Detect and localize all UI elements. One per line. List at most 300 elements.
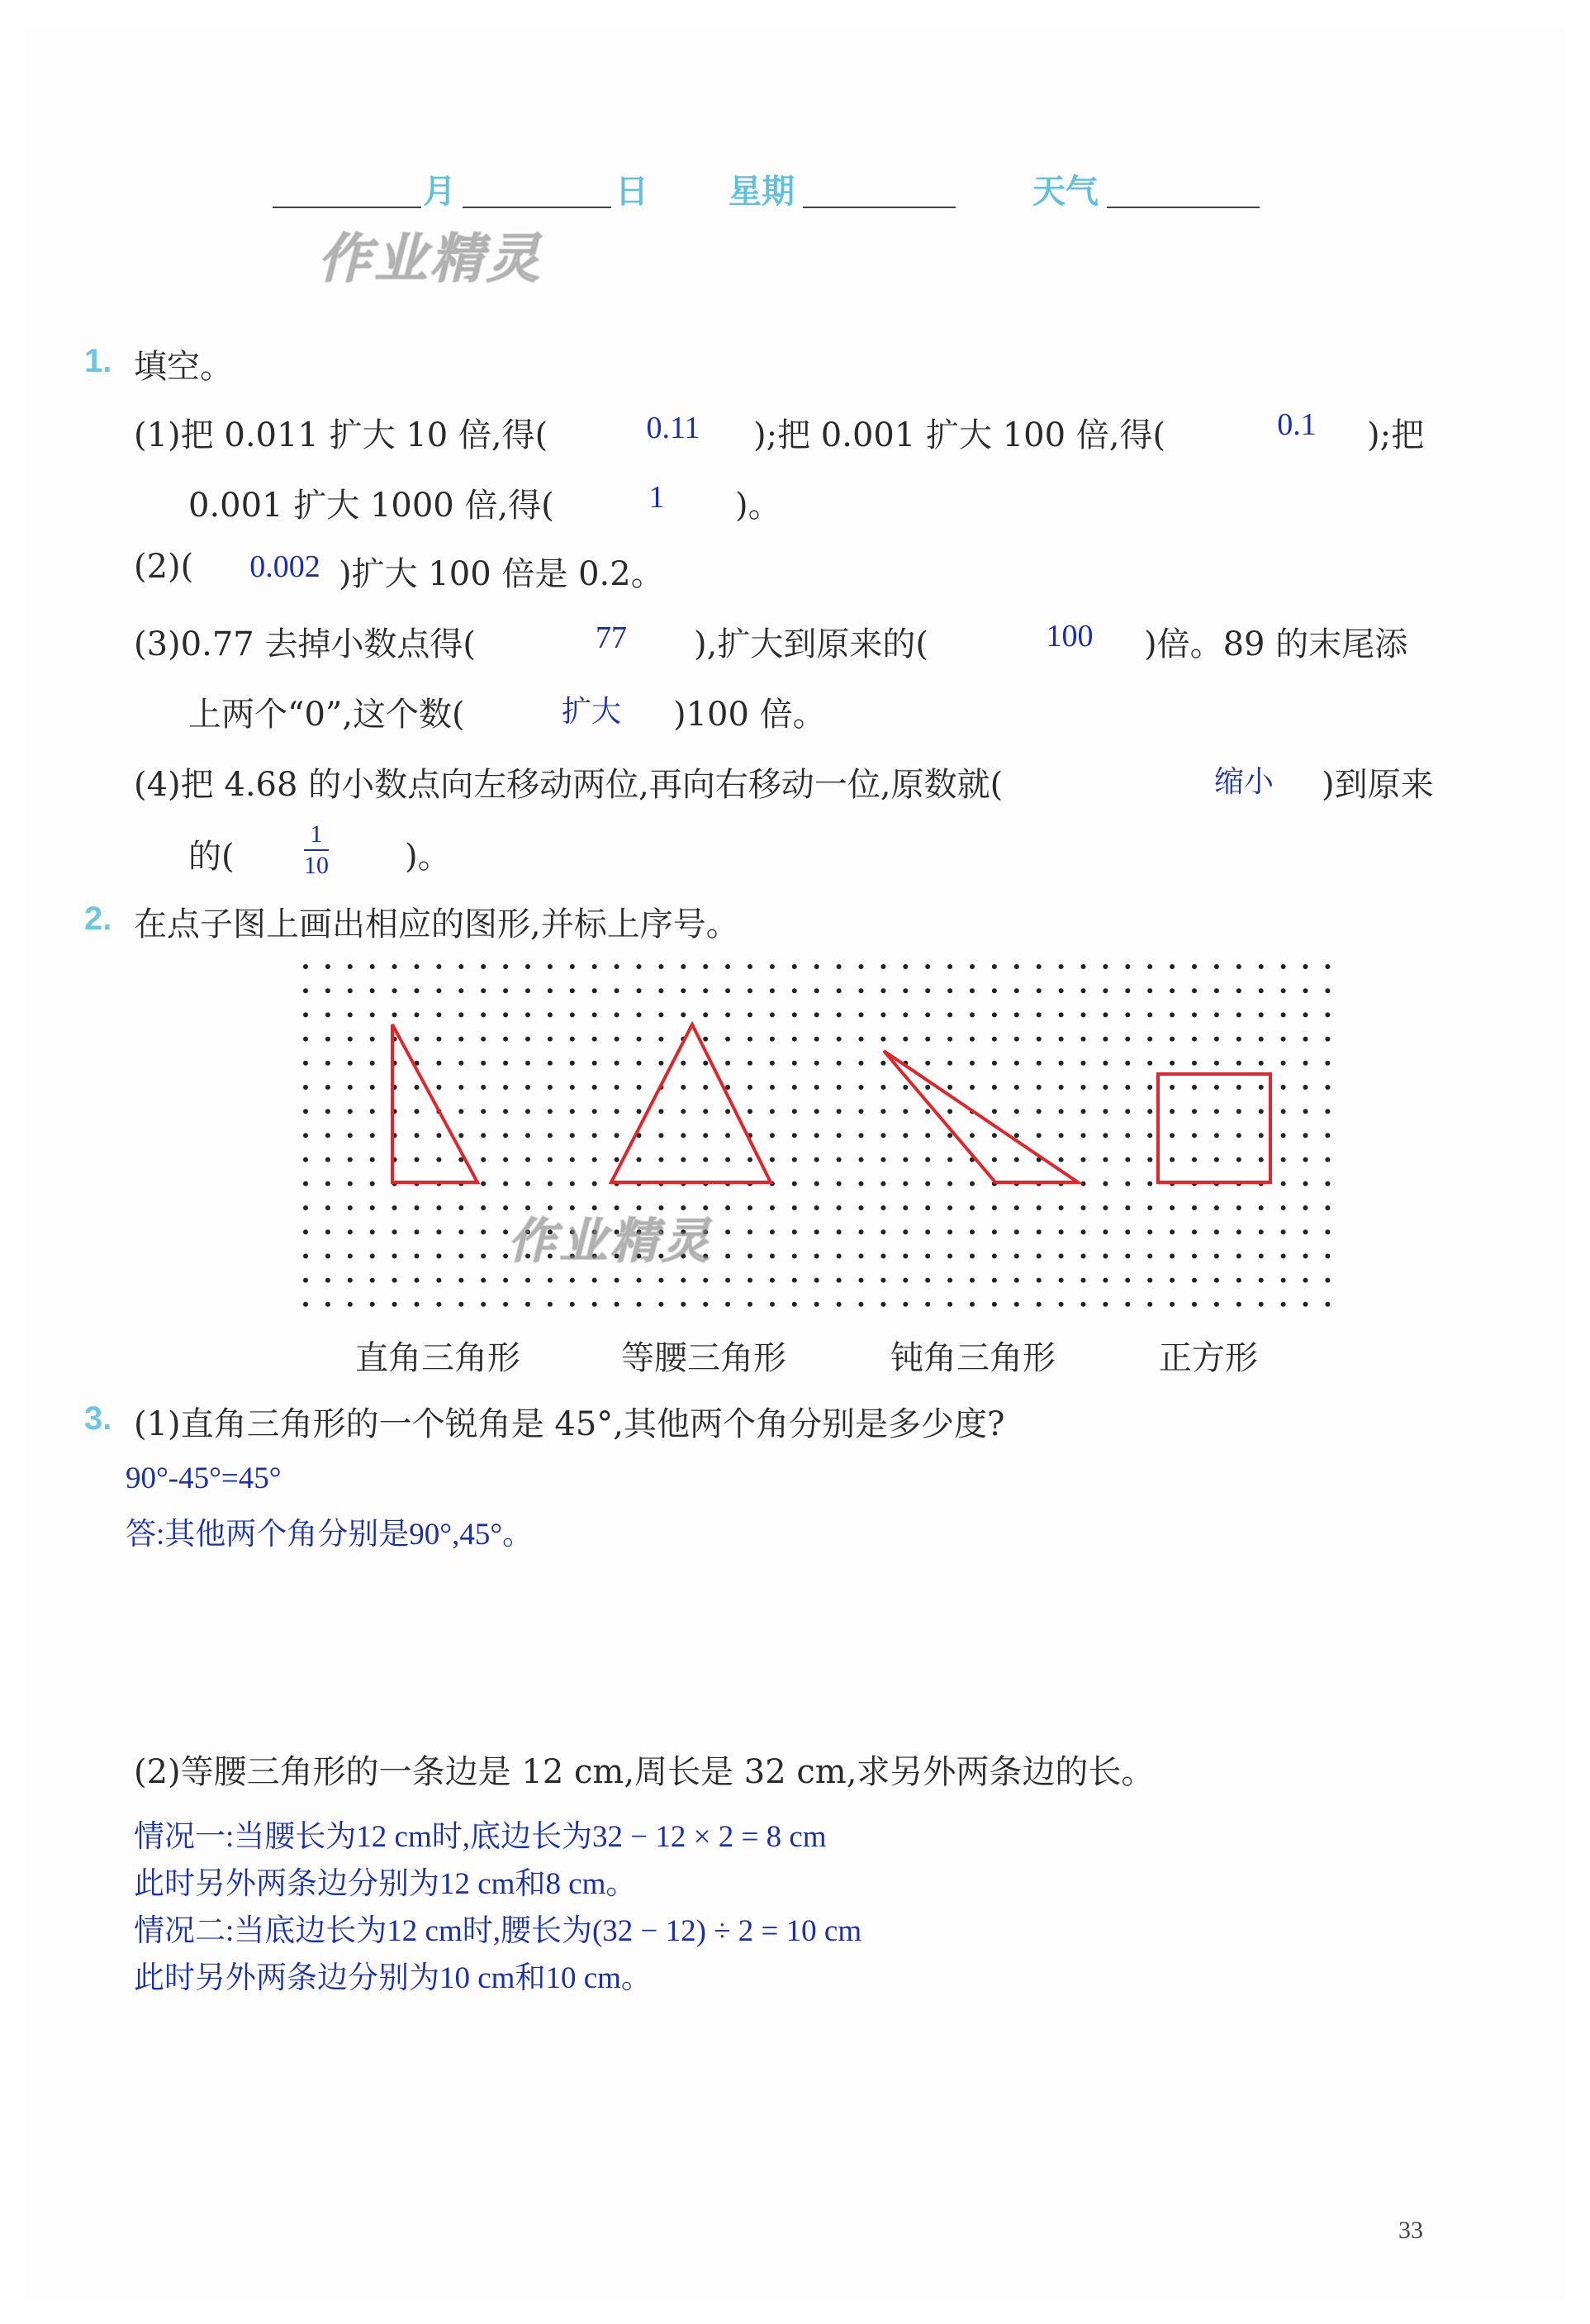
grid-dot <box>1192 1302 1197 1307</box>
grid-dot <box>1303 964 1308 969</box>
grid-dot <box>1214 1012 1219 1017</box>
grid-dot <box>725 1302 730 1307</box>
grid-dot <box>925 988 930 993</box>
grid-dot <box>1236 1229 1241 1234</box>
grid-dot <box>548 1109 553 1114</box>
grid-dot <box>1059 1253 1064 1258</box>
grid-dot <box>592 1133 597 1138</box>
grid-dot <box>458 1085 463 1090</box>
grid-dot <box>1014 1229 1019 1234</box>
grid-dot <box>458 964 463 969</box>
q1-p4-text-b: )到原来 <box>1322 766 1434 804</box>
grid-dot <box>681 1157 686 1162</box>
grid-dot <box>748 1012 752 1017</box>
grid-dot <box>792 1133 797 1138</box>
grid-dot <box>814 1157 819 1162</box>
grid-dot <box>1170 1302 1175 1307</box>
grid-dot <box>481 1278 486 1283</box>
grid-dot <box>859 1181 864 1186</box>
grid-dot <box>1103 1278 1108 1283</box>
grid-dot <box>481 1012 486 1017</box>
grid-dot <box>925 1012 930 1017</box>
grid-dot <box>1259 1302 1264 1307</box>
grid-dot <box>725 1157 730 1162</box>
grid-dot <box>1170 1133 1175 1138</box>
grid-dot <box>770 988 775 993</box>
grid-dot <box>837 964 842 969</box>
grid-dot <box>658 1302 663 1307</box>
grid-dot <box>880 1253 885 1258</box>
grid-dot <box>947 1133 952 1138</box>
grid-dot <box>681 1109 686 1114</box>
grid-dot <box>436 1302 441 1307</box>
grid-dot <box>970 1205 975 1210</box>
q1-p3-text-e: )100 倍。 <box>673 696 826 734</box>
grid-dot <box>348 1012 353 1017</box>
grid-dot <box>748 1278 752 1283</box>
grid-dot <box>792 1278 797 1283</box>
grid-dot <box>859 1085 864 1090</box>
grid-dot <box>570 1157 575 1162</box>
grid-dot <box>370 1205 375 1210</box>
grid-dot <box>1303 1253 1308 1258</box>
grid-dot <box>1281 1085 1286 1090</box>
grid-dot <box>903 1302 908 1307</box>
grid-dot <box>1081 1109 1086 1114</box>
grid-dot <box>303 1109 308 1114</box>
grid-dot <box>947 1157 952 1162</box>
grid-dot <box>303 1278 308 1283</box>
grid-dot <box>837 1229 842 1234</box>
grid-dot <box>570 1133 575 1138</box>
grid-dot <box>837 1012 842 1017</box>
q1-p3-text-a: (3)0.77 去掉小数点得( <box>134 625 477 663</box>
grid-dot <box>992 1157 997 1162</box>
grid-dot <box>392 1253 397 1258</box>
grid-dot <box>681 1085 686 1090</box>
grid-dot <box>1236 1012 1241 1017</box>
grid-dot <box>1170 1085 1175 1090</box>
grid-dot <box>770 1012 775 1017</box>
grid-dot <box>325 1085 330 1090</box>
grid-dot <box>370 964 375 969</box>
grid-dot <box>615 1278 619 1283</box>
grid-dot <box>970 1181 975 1186</box>
grid-dot <box>837 1302 842 1307</box>
grid-dot <box>814 964 819 969</box>
grid-dot <box>415 1229 420 1234</box>
grid-dot <box>570 1302 575 1307</box>
grid-dot <box>748 964 752 969</box>
grid-dot <box>325 1205 330 1210</box>
grid-dot <box>992 1302 997 1307</box>
grid-dot <box>637 1061 642 1066</box>
grid-dot <box>1037 964 1042 969</box>
grid-dot <box>1236 988 1241 993</box>
grid-dot <box>658 964 663 969</box>
obtuse-triangle-shape <box>884 1051 1078 1182</box>
grid-dot <box>1259 964 1264 969</box>
grid-dot <box>658 1061 663 1066</box>
grid-dot <box>1214 1205 1219 1210</box>
grid-dot <box>837 1061 842 1066</box>
grid-dot <box>703 1157 708 1162</box>
grid-dot <box>1192 964 1197 969</box>
grid-dot <box>436 1085 441 1090</box>
grid-dot <box>1059 988 1064 993</box>
q1-p1-answer-b: 0.1 <box>1277 407 1317 442</box>
grid-dot <box>303 1253 308 1258</box>
grid-dot <box>837 1157 842 1162</box>
grid-dot <box>1303 1133 1308 1138</box>
watermark-middle: 作业精灵 <box>508 1213 714 1269</box>
grid-dot <box>814 1037 819 1042</box>
grid-dot <box>1125 1109 1130 1114</box>
grid-dot <box>325 1229 330 1234</box>
grid-dot <box>1325 964 1330 969</box>
grid-dot <box>303 1205 308 1210</box>
grid-dot <box>1170 1205 1175 1210</box>
grid-dot <box>1214 1133 1219 1138</box>
grid-dot <box>1059 1278 1064 1283</box>
grid-dot <box>1259 1229 1264 1234</box>
grid-dot <box>303 1085 308 1090</box>
grid-dot <box>970 1037 975 1042</box>
grid-dot <box>903 1012 908 1017</box>
grid-dot <box>548 1061 553 1066</box>
grid-dot <box>592 1085 597 1090</box>
grid-dot <box>837 988 842 993</box>
q1-p4-text-d: )。 <box>405 838 451 876</box>
dot-grid <box>303 964 1330 1307</box>
grid-dot <box>1170 988 1175 993</box>
grid-dot <box>325 1157 330 1162</box>
grid-dot <box>1192 1109 1197 1114</box>
grid-dot <box>325 1109 330 1114</box>
grid-dot <box>947 1205 952 1210</box>
grid-dot <box>903 1109 908 1114</box>
grid-dot <box>1325 1085 1330 1090</box>
grid-dot <box>725 1133 730 1138</box>
grid-dot <box>1103 988 1108 993</box>
grid-dot <box>637 1278 642 1283</box>
grid-dot <box>947 1253 952 1258</box>
grid-dot <box>658 1037 663 1042</box>
grid-dot <box>325 964 330 969</box>
grid-dot <box>658 1012 663 1017</box>
grid-dot <box>1014 1061 1019 1066</box>
grid-dot <box>903 1229 908 1234</box>
grid-dot <box>947 988 952 993</box>
grid-dot <box>859 1012 864 1017</box>
grid-dot <box>658 1133 663 1138</box>
grid-dot <box>415 1109 420 1114</box>
grid-dot <box>1125 1302 1130 1307</box>
grid-dot <box>548 1278 553 1283</box>
grid-dot <box>1259 1157 1264 1162</box>
q1-number: 1. <box>84 343 112 379</box>
grid-dot <box>392 1229 397 1234</box>
grid-dot <box>748 1061 752 1066</box>
grid-dot <box>637 964 642 969</box>
grid-dot <box>1147 988 1152 993</box>
grid-dot <box>1014 964 1019 969</box>
grid-dot <box>703 1012 708 1017</box>
grid-dot <box>303 1229 308 1234</box>
grid-dot <box>348 1109 353 1114</box>
grid-dot <box>415 1278 420 1283</box>
grid-dot <box>1125 1278 1130 1283</box>
grid-dot <box>1303 1205 1308 1210</box>
grid-dot <box>1147 964 1152 969</box>
q1-p1-text-b: );把 0.001 扩大 100 倍,得( <box>753 416 1166 454</box>
grid-dot <box>814 1181 819 1186</box>
grid-dot <box>658 1109 663 1114</box>
grid-dot <box>503 1133 508 1138</box>
dot-grid-figure <box>289 950 1346 1330</box>
grid-dot <box>792 1253 797 1258</box>
grid-dot <box>615 988 619 993</box>
grid-dot <box>1214 1302 1219 1307</box>
grid-dot <box>859 1205 864 1210</box>
grid-dot <box>1059 1302 1064 1307</box>
grid-dot <box>1236 1133 1241 1138</box>
grid-dot <box>1236 1061 1241 1066</box>
grid-dot <box>458 1133 463 1138</box>
grid-dot <box>525 1157 530 1162</box>
grid-dot <box>458 988 463 993</box>
grid-dot <box>325 1253 330 1258</box>
grid-dot <box>436 1157 441 1162</box>
grid-dot <box>770 1278 775 1283</box>
grid-dot <box>348 1181 353 1186</box>
grid-dot <box>1259 1012 1264 1017</box>
grid-dot <box>1214 988 1219 993</box>
month-blank-line <box>273 207 421 208</box>
grid-dot <box>1325 1012 1330 1017</box>
grid-dot <box>1014 1012 1019 1017</box>
grid-dot <box>1014 1085 1019 1090</box>
grid-dot <box>436 1253 441 1258</box>
grid-dot <box>903 1181 908 1186</box>
square-shape <box>1158 1074 1270 1182</box>
grid-dot <box>615 1157 619 1162</box>
grid-dot <box>592 1278 597 1283</box>
grid-dot <box>903 1133 908 1138</box>
grid-dot <box>1037 1229 1042 1234</box>
grid-dot <box>1281 1205 1286 1210</box>
grid-dot <box>1037 1205 1042 1210</box>
grid-dot <box>947 1109 952 1114</box>
grid-dot <box>1170 1229 1175 1234</box>
grid-dot <box>615 1085 619 1090</box>
grid-dot <box>1059 1229 1064 1234</box>
grid-dot <box>1014 1302 1019 1307</box>
grid-dot <box>592 964 597 969</box>
grid-dot <box>1147 1181 1152 1186</box>
grid-dot <box>303 1157 308 1162</box>
grid-dot <box>615 964 619 969</box>
grid-dot <box>548 1302 553 1307</box>
grid-dot <box>792 1061 797 1066</box>
weather-blank-line <box>1107 207 1260 208</box>
grid-dot <box>770 1157 775 1162</box>
grid-dot <box>503 1061 508 1066</box>
grid-dot <box>748 1157 752 1162</box>
watermark-top: 作业精灵 <box>318 229 543 290</box>
grid-dot <box>1081 1061 1086 1066</box>
grid-dot <box>503 1012 508 1017</box>
grid-dot <box>947 1302 952 1307</box>
grid-dot <box>1147 1205 1152 1210</box>
grid-dot <box>415 1037 420 1042</box>
grid-dot <box>970 1012 975 1017</box>
grid-dot <box>503 964 508 969</box>
grid-dot <box>880 1229 885 1234</box>
q2-title: 在点子图上画出相应的图形,并标上序号。 <box>134 905 739 943</box>
grid-dot <box>1236 1085 1241 1090</box>
grid-dot <box>1125 1157 1130 1162</box>
grid-dot <box>1281 988 1286 993</box>
grid-dot <box>525 1181 530 1186</box>
grid-dot <box>525 1085 530 1090</box>
grid-dot <box>1037 1085 1042 1090</box>
grid-dot <box>1214 964 1219 969</box>
grid-dot <box>681 1133 686 1138</box>
grid-dot <box>325 1012 330 1017</box>
q1-p1-answer-a: 0.11 <box>646 411 700 445</box>
q3-solution2-line4: 此时另外两条边分别为10 cm和10 cm。 <box>134 1961 652 1995</box>
grid-dot <box>970 1302 975 1307</box>
grid-dot <box>1303 1278 1308 1283</box>
grid-dot <box>548 1181 553 1186</box>
grid-dot <box>859 1109 864 1114</box>
grid-dot <box>992 1037 997 1042</box>
grid-dot <box>1147 1012 1152 1017</box>
grid-dot <box>1303 1302 1308 1307</box>
grid-dot <box>370 1253 375 1258</box>
grid-dot <box>1325 1157 1330 1162</box>
grid-dot <box>925 1061 930 1066</box>
grid-dot <box>415 988 420 993</box>
grid-dot <box>458 1037 463 1042</box>
grid-dot <box>792 964 797 969</box>
grid-dot <box>1281 1302 1286 1307</box>
grid-dot <box>903 1085 908 1090</box>
grid-dot <box>570 1278 575 1283</box>
grid-dot <box>1103 1012 1108 1017</box>
grid-dot <box>436 1133 441 1138</box>
grid-dot <box>503 988 508 993</box>
grid-dot <box>1125 1085 1130 1090</box>
grid-dot <box>703 1278 708 1283</box>
grid-dot <box>415 1085 420 1090</box>
q1-p3-answer-3: 扩大 <box>562 695 622 729</box>
grid-dot <box>1103 964 1108 969</box>
grid-dot <box>370 1012 375 1017</box>
grid-dot <box>1059 1061 1064 1066</box>
grid-dot <box>570 1012 575 1017</box>
grid-dot <box>1059 1037 1064 1042</box>
grid-dot <box>1059 1109 1064 1114</box>
grid-dot <box>703 1302 708 1307</box>
q1-p2-answer: 0.002 <box>249 549 320 584</box>
grid-dot <box>1214 1061 1219 1066</box>
grid-dot <box>1081 964 1086 969</box>
grid-dot <box>592 1157 597 1162</box>
grid-dot <box>970 964 975 969</box>
grid-dot <box>725 988 730 993</box>
grid-dot <box>458 1205 463 1210</box>
grid-dot <box>436 1205 441 1210</box>
grid-dot <box>770 1085 775 1090</box>
grid-dot <box>725 964 730 969</box>
grid-dot <box>925 1205 930 1210</box>
grid-dot <box>348 1229 353 1234</box>
grid-dot <box>303 1061 308 1066</box>
grid-dot <box>1303 988 1308 993</box>
grid-dot <box>637 1037 642 1042</box>
grid-dot <box>570 964 575 969</box>
grid-dot <box>481 1109 486 1114</box>
grid-dot <box>681 1302 686 1307</box>
grid-dot <box>1281 1012 1286 1017</box>
grid-dot <box>1192 1205 1197 1210</box>
grid-dot <box>770 1229 775 1234</box>
grid-dot <box>436 1037 441 1042</box>
grid-dot <box>770 1302 775 1307</box>
q1-p4-answer-1: 缩小 <box>1214 765 1274 799</box>
grid-dot <box>370 1133 375 1138</box>
grid-dot <box>503 1157 508 1162</box>
grid-dot <box>392 1302 397 1307</box>
grid-dot <box>814 1085 819 1090</box>
grid-dot <box>880 1037 885 1042</box>
grid-dot <box>1170 1037 1175 1042</box>
grid-dot <box>992 1133 997 1138</box>
grid-dot <box>658 1278 663 1283</box>
grid-dot <box>1103 1085 1108 1090</box>
grid-dot <box>725 1253 730 1258</box>
q3-solution1-line1: 90°-45°=45° <box>126 1461 282 1495</box>
grid-dot <box>970 1133 975 1138</box>
grid-dot <box>970 1278 975 1283</box>
grid-dot <box>325 1037 330 1042</box>
grid-dot <box>770 1109 775 1114</box>
grid-dot <box>415 1012 420 1017</box>
grid-dot <box>481 1061 486 1066</box>
grid-dot <box>880 1085 885 1090</box>
grid-dot <box>903 1253 908 1258</box>
grid-dot <box>925 1085 930 1090</box>
grid-dot <box>992 1085 997 1090</box>
day-blank-line <box>463 207 611 208</box>
grid-dot <box>1259 1278 1264 1283</box>
grid-dot <box>481 988 486 993</box>
grid-dot <box>525 1302 530 1307</box>
grid-dot <box>436 964 441 969</box>
grid-dot <box>481 1229 486 1234</box>
grid-dot <box>703 1061 708 1066</box>
grid-dot <box>859 1229 864 1234</box>
grid-dot <box>615 1012 619 1017</box>
grid-dot <box>725 1037 730 1042</box>
grid-dot <box>837 1085 842 1090</box>
grid-dot <box>837 1181 842 1186</box>
grid-dot <box>859 964 864 969</box>
grid-dot <box>303 1133 308 1138</box>
grid-dot <box>1170 1253 1175 1258</box>
